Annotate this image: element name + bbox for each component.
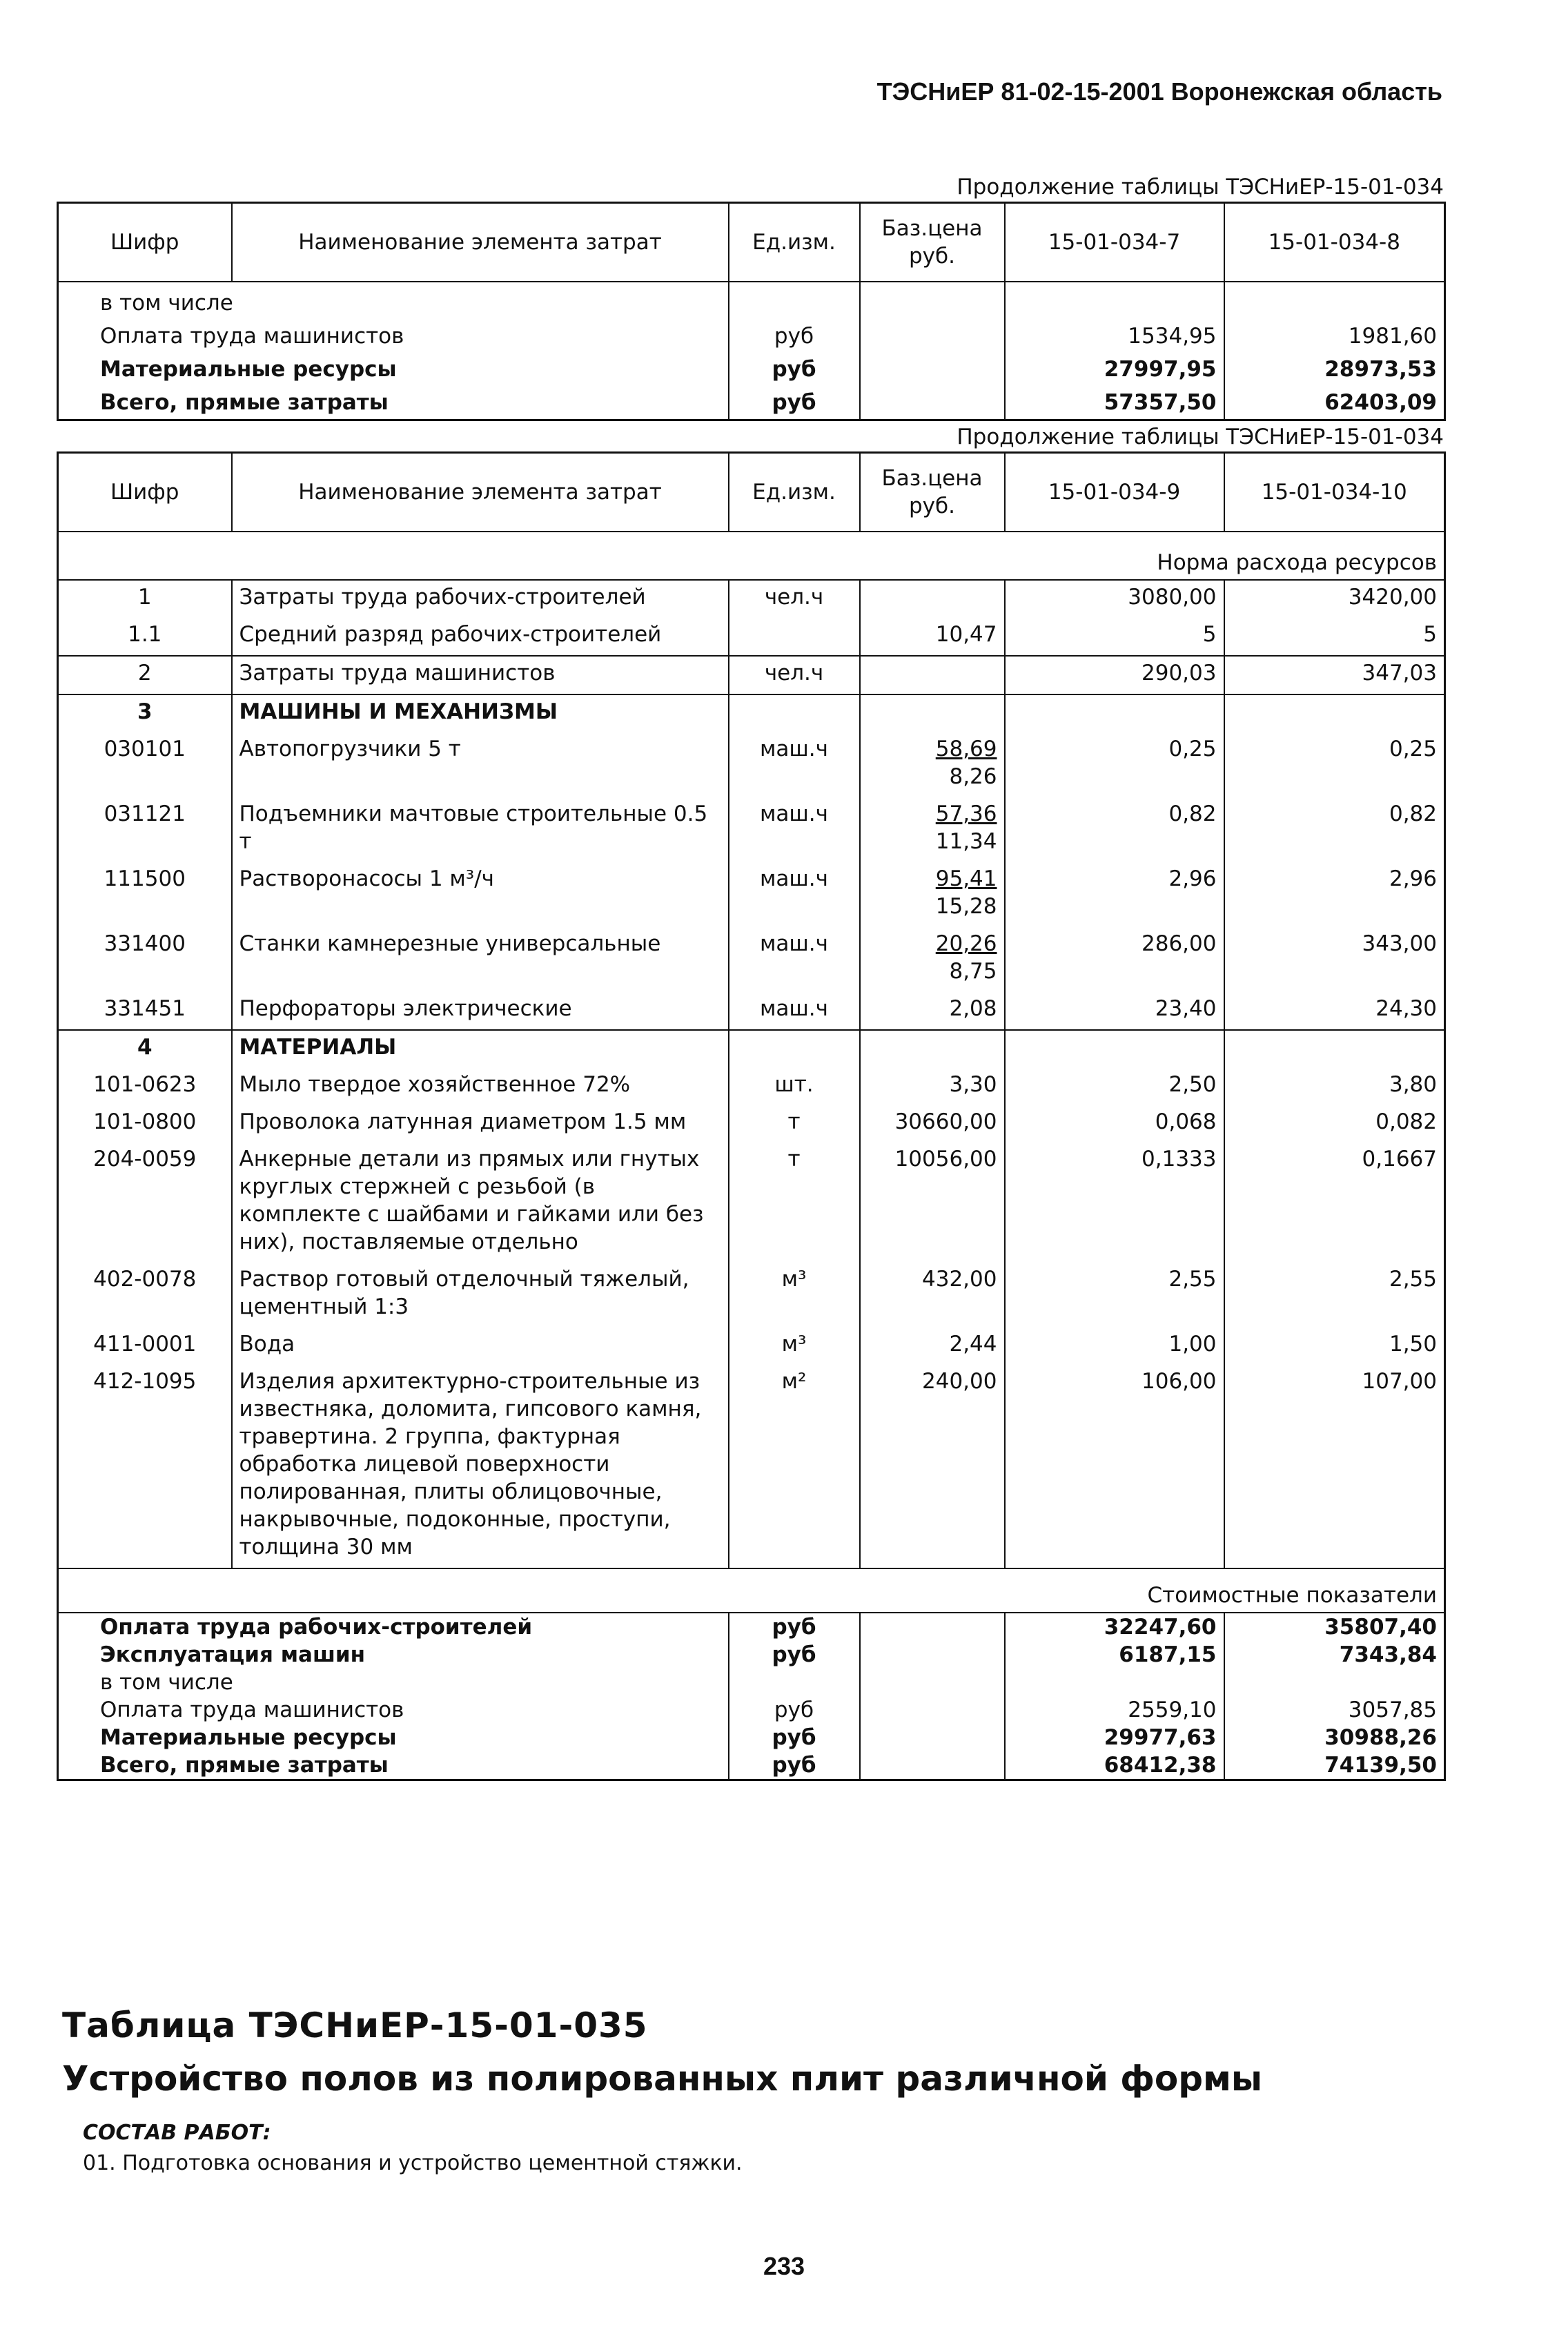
row-base-price bbox=[860, 797, 1005, 862]
row-value-2: 2,55 bbox=[1224, 1263, 1445, 1328]
total-name: Оплата труда рабочих-строителей bbox=[58, 1613, 729, 1641]
row-value-1 bbox=[1005, 282, 1224, 320]
row-value-1: 23,40 bbox=[1005, 992, 1224, 1030]
row-value-1: 290,03 bbox=[1005, 656, 1224, 694]
base-price: 10056,00 bbox=[894, 1147, 997, 1172]
col-base-header: Баз.цена руб. bbox=[860, 203, 1005, 282]
table-body bbox=[58, 532, 1445, 1568]
col-v1-header: 15-01-034-9 bbox=[1005, 453, 1224, 532]
row-value-1: 0,1333 bbox=[1005, 1143, 1224, 1263]
base-price: 2,08 bbox=[949, 996, 997, 1021]
works-label: СОСТАВ РАБОТ: bbox=[83, 2121, 271, 2145]
row-name: Мыло твердое хозяйственное 72% bbox=[232, 1068, 729, 1105]
table-row bbox=[58, 1328, 1445, 1365]
row-unit: м² bbox=[729, 1365, 860, 1568]
total-base bbox=[860, 1696, 1005, 1724]
row-code: 1.1 bbox=[58, 618, 232, 656]
table-header-row bbox=[58, 203, 1445, 282]
row-value-2: 0,082 bbox=[1224, 1105, 1445, 1143]
table-continuation-2 bbox=[57, 422, 1444, 1781]
table-body bbox=[58, 282, 1445, 420]
row-unit bbox=[729, 694, 860, 732]
total-value-1 bbox=[1005, 1669, 1224, 1696]
base-price-machinist: 15,28 bbox=[935, 894, 997, 919]
row-name: Раствор готовый отделочный тяжелый, цементный 1:3 bbox=[232, 1263, 729, 1328]
base-price: 240,00 bbox=[922, 1369, 997, 1394]
table-row bbox=[58, 1365, 1445, 1568]
table-row bbox=[58, 1068, 1445, 1105]
row-code: 331400 bbox=[58, 927, 232, 992]
row-unit: маш.ч bbox=[729, 862, 860, 927]
norm-caption: Норма расхода ресурсов bbox=[58, 532, 1445, 580]
section-subtitle: Устройство полов из полированных плит различной формы bbox=[62, 2059, 1263, 2099]
total-base bbox=[860, 1751, 1005, 1780]
row-value-2: 3420,00 bbox=[1224, 580, 1445, 618]
row-value-2: 1,50 bbox=[1224, 1328, 1445, 1365]
base-price: 95,41 bbox=[935, 866, 997, 891]
table-row bbox=[58, 618, 1445, 656]
row-base-price bbox=[860, 656, 1005, 694]
row-base-price bbox=[860, 1365, 1005, 1568]
row-value-1: 3080,00 bbox=[1005, 580, 1224, 618]
row-unit bbox=[729, 1030, 860, 1068]
total-unit: руб bbox=[729, 1751, 860, 1780]
row-value-1: 27997,95 bbox=[1005, 353, 1224, 386]
row-code: 030101 bbox=[58, 732, 232, 797]
row-unit bbox=[729, 618, 860, 656]
row-value-1 bbox=[1005, 694, 1224, 732]
table-row bbox=[58, 353, 1445, 386]
table-row bbox=[58, 862, 1445, 927]
total-base bbox=[860, 1613, 1005, 1641]
total-name: Всего, прямые затраты bbox=[58, 1751, 729, 1780]
table-row bbox=[58, 1143, 1445, 1263]
row-base-price bbox=[860, 862, 1005, 927]
total-row bbox=[58, 1641, 1445, 1669]
row-code: 111500 bbox=[58, 862, 232, 927]
row-value-2: 343,00 bbox=[1224, 927, 1445, 992]
row-name: в том числе bbox=[58, 282, 729, 320]
total-base bbox=[860, 1641, 1005, 1669]
table-row bbox=[58, 992, 1445, 1030]
base-price: 3,30 bbox=[949, 1072, 997, 1097]
table-row bbox=[58, 1105, 1445, 1143]
total-value-1: 68412,38 bbox=[1005, 1751, 1224, 1780]
row-unit: т bbox=[729, 1105, 860, 1143]
row-code: 101-0623 bbox=[58, 1068, 232, 1105]
col-v2-header: 15-01-034-8 bbox=[1224, 203, 1445, 282]
row-unit: м³ bbox=[729, 1263, 860, 1328]
row-unit: м³ bbox=[729, 1328, 860, 1365]
col-base-header: Баз.цена руб. bbox=[860, 453, 1005, 532]
row-name: Вода bbox=[232, 1328, 729, 1365]
running-header: ТЭСНиЕР 81-02-15-2001 Воронежская область bbox=[876, 77, 1442, 106]
table-row bbox=[58, 1263, 1445, 1328]
page-number: 233 bbox=[763, 2252, 805, 2280]
col-code-header: Шифр bbox=[58, 203, 232, 282]
row-name: Автопогрузчики 5 т bbox=[232, 732, 729, 797]
row-value-2: 0,1667 bbox=[1224, 1143, 1445, 1263]
row-value-2 bbox=[1224, 694, 1445, 732]
total-name: Оплата труда машинистов bbox=[58, 1696, 729, 1724]
col-name-header: Наименование элемента затрат bbox=[232, 203, 729, 282]
row-value-2: 62403,09 bbox=[1224, 386, 1445, 420]
table-row bbox=[58, 580, 1445, 618]
base-price: 20,26 bbox=[935, 931, 997, 956]
row-value-1: 286,00 bbox=[1005, 927, 1224, 992]
row-name: Растворонасосы 1 м³/ч bbox=[232, 862, 729, 927]
row-unit: чел.ч bbox=[729, 580, 860, 618]
row-code: 1 bbox=[58, 580, 232, 618]
base-price: 432,00 bbox=[922, 1267, 997, 1292]
table-row bbox=[58, 320, 1445, 353]
base-price: 58,69 bbox=[935, 737, 997, 761]
total-value-1: 29977,63 bbox=[1005, 1724, 1224, 1751]
row-unit: шт. bbox=[729, 1068, 860, 1105]
row-value-1: 2,55 bbox=[1005, 1263, 1224, 1328]
row-value-2: 3,80 bbox=[1224, 1068, 1445, 1105]
total-unit: руб bbox=[729, 1641, 860, 1669]
col-code-header: Шифр bbox=[58, 453, 232, 532]
table-continuation-1 bbox=[57, 173, 1444, 421]
row-name: Изделия архитектурно-строительные из известняка, доломита, гипсового камня, травертина. 2 группа, фактурная обработка лицевой поверхности полированная, плиты облицовочные, накрывочные, подоконные, проступи, толщина 30 мм bbox=[232, 1365, 729, 1568]
row-name: Анкерные детали из прямых или гнутых круглых стержней с резьбой (в комплекте с шайбами и гайками или без них), поставляемые отдельно bbox=[232, 1143, 729, 1263]
work-item: 01. Подготовка основания и устройство цементной стяжки. bbox=[83, 2151, 743, 2175]
row-code: 3 bbox=[58, 694, 232, 732]
total-row bbox=[58, 1613, 1445, 1641]
table-caption: Продолжение таблицы ТЭСНиЕР-15-01-034 bbox=[957, 425, 1444, 449]
base-price-machinist: 11,34 bbox=[935, 829, 997, 854]
table-caption: Продолжение таблицы ТЭСНиЕР-15-01-034 bbox=[957, 175, 1444, 200]
row-value-2: 1981,60 bbox=[1224, 320, 1445, 353]
base-price-machinist: 8,75 bbox=[949, 959, 997, 984]
row-code: 2 bbox=[58, 656, 232, 694]
table-row bbox=[58, 694, 1445, 732]
total-name: Эксплуатация машин bbox=[58, 1641, 729, 1669]
row-value-2: 0,82 bbox=[1224, 797, 1445, 862]
row-unit: маш.ч bbox=[729, 732, 860, 797]
row-value-1 bbox=[1005, 1030, 1224, 1068]
row-name: Всего, прямые затраты bbox=[58, 386, 729, 420]
row-value-1: 1534,95 bbox=[1005, 320, 1224, 353]
row-base-price bbox=[860, 1068, 1005, 1105]
row-value-2: 24,30 bbox=[1224, 992, 1445, 1030]
table-row bbox=[58, 732, 1445, 797]
table-header-row bbox=[58, 453, 1445, 532]
cost-caption: Стоимостные показатели bbox=[58, 1568, 1445, 1613]
row-value-2: 107,00 bbox=[1224, 1365, 1445, 1568]
row-value-1: 5 bbox=[1005, 618, 1224, 656]
row-name: Затраты труда машинистов bbox=[232, 656, 729, 694]
row-base bbox=[860, 353, 1005, 386]
table-row bbox=[58, 386, 1445, 420]
row-base bbox=[860, 320, 1005, 353]
total-value-1: 6187,15 bbox=[1005, 1641, 1224, 1669]
base-price: 2,44 bbox=[949, 1332, 997, 1357]
row-name: Проволока латунная диаметром 1.5 мм bbox=[232, 1105, 729, 1143]
norm-caption-row bbox=[58, 532, 1445, 580]
row-name: Подъемники мачтовые строительные 0.5 т bbox=[232, 797, 729, 862]
total-row bbox=[58, 1724, 1445, 1751]
row-value-2: 28973,53 bbox=[1224, 353, 1445, 386]
total-base bbox=[860, 1724, 1005, 1751]
row-base-price bbox=[860, 1030, 1005, 1068]
row-name: МАШИНЫ И МЕХАНИЗМЫ bbox=[232, 694, 729, 732]
table-row bbox=[58, 797, 1445, 862]
row-name: Материальные ресурсы bbox=[58, 353, 729, 386]
row-unit: маш.ч bbox=[729, 992, 860, 1030]
col-name-header: Наименование элемента затрат bbox=[232, 453, 729, 532]
total-value-2: 74139,50 bbox=[1224, 1751, 1445, 1780]
row-base-price bbox=[860, 927, 1005, 992]
col-unit-header: Ед.изм. bbox=[729, 453, 860, 532]
total-value-1: 2559,10 bbox=[1005, 1696, 1224, 1724]
row-value-2: 0,25 bbox=[1224, 732, 1445, 797]
table-row bbox=[58, 1030, 1445, 1068]
row-value-2: 347,03 bbox=[1224, 656, 1445, 694]
total-unit: руб bbox=[729, 1724, 860, 1751]
base-price: 10,47 bbox=[935, 622, 997, 647]
row-value-2: 2,96 bbox=[1224, 862, 1445, 927]
row-code: 411-0001 bbox=[58, 1328, 232, 1365]
row-value-1: 2,50 bbox=[1005, 1068, 1224, 1105]
col-unit-header: Ед.изм. bbox=[729, 203, 860, 282]
row-unit: маш.ч bbox=[729, 927, 860, 992]
cost-caption-row bbox=[58, 1568, 1445, 1613]
row-base-price bbox=[860, 694, 1005, 732]
total-value-2 bbox=[1224, 1669, 1445, 1696]
base-price: 57,36 bbox=[935, 801, 997, 826]
row-code: 412-1095 bbox=[58, 1365, 232, 1568]
total-base bbox=[860, 1669, 1005, 1696]
row-code: 4 bbox=[58, 1030, 232, 1068]
row-value-1: 0,25 bbox=[1005, 732, 1224, 797]
totals-body bbox=[58, 1568, 1445, 1780]
row-base-price bbox=[860, 732, 1005, 797]
total-unit bbox=[729, 1669, 860, 1696]
row-unit: руб bbox=[729, 386, 860, 420]
row-value-1: 2,96 bbox=[1005, 862, 1224, 927]
total-name: Материальные ресурсы bbox=[58, 1724, 729, 1751]
row-name: Затраты труда рабочих-строителей bbox=[232, 580, 729, 618]
row-base bbox=[860, 386, 1005, 420]
row-unit: руб bbox=[729, 353, 860, 386]
section-title: Таблица ТЭСНиЕР-15-01-035 bbox=[62, 2005, 648, 2045]
row-name: МАТЕРИАЛЫ bbox=[232, 1030, 729, 1068]
total-value-2: 7343,84 bbox=[1224, 1641, 1445, 1669]
row-code: 204-0059 bbox=[58, 1143, 232, 1263]
row-value-1: 106,00 bbox=[1005, 1365, 1224, 1568]
row-value-1: 1,00 bbox=[1005, 1328, 1224, 1365]
total-value-1: 32247,60 bbox=[1005, 1613, 1224, 1641]
row-name: Оплата труда машинистов bbox=[58, 320, 729, 353]
row-code: 331451 bbox=[58, 992, 232, 1030]
row-value-2 bbox=[1224, 1030, 1445, 1068]
table-row bbox=[58, 656, 1445, 694]
row-value-1: 57357,50 bbox=[1005, 386, 1224, 420]
row-value-1: 0,82 bbox=[1005, 797, 1224, 862]
row-name: Перфораторы электрические bbox=[232, 992, 729, 1030]
row-unit: чел.ч bbox=[729, 656, 860, 694]
row-base-price bbox=[860, 1105, 1005, 1143]
table-row bbox=[58, 282, 1445, 320]
row-name: Средний разряд рабочих-строителей bbox=[232, 618, 729, 656]
row-base-price bbox=[860, 1328, 1005, 1365]
row-value-2: 5 bbox=[1224, 618, 1445, 656]
base-price: 30660,00 bbox=[894, 1109, 997, 1134]
row-unit: руб bbox=[729, 320, 860, 353]
table-row bbox=[58, 927, 1445, 992]
row-base-price bbox=[860, 1143, 1005, 1263]
total-row bbox=[58, 1696, 1445, 1724]
row-base-price bbox=[860, 992, 1005, 1030]
row-base bbox=[860, 282, 1005, 320]
total-value-2: 3057,85 bbox=[1224, 1696, 1445, 1724]
row-code: 402-0078 bbox=[58, 1263, 232, 1328]
col-v1-header: 15-01-034-7 bbox=[1005, 203, 1224, 282]
row-unit bbox=[729, 282, 860, 320]
row-code: 101-0800 bbox=[58, 1105, 232, 1143]
row-value-2 bbox=[1224, 282, 1445, 320]
row-unit: маш.ч bbox=[729, 797, 860, 862]
total-name: в том числе bbox=[58, 1669, 729, 1696]
total-row bbox=[58, 1751, 1445, 1780]
col-v2-header: 15-01-034-10 bbox=[1224, 453, 1445, 532]
base-price-machinist: 8,26 bbox=[949, 764, 997, 789]
row-code: 031121 bbox=[58, 797, 232, 862]
total-value-2: 35807,40 bbox=[1224, 1613, 1445, 1641]
row-unit: т bbox=[729, 1143, 860, 1263]
total-unit: руб bbox=[729, 1696, 860, 1724]
total-row bbox=[58, 1669, 1445, 1696]
row-base-price bbox=[860, 580, 1005, 618]
row-value-1: 0,068 bbox=[1005, 1105, 1224, 1143]
row-base-price bbox=[860, 1263, 1005, 1328]
row-base-price bbox=[860, 618, 1005, 656]
total-value-2: 30988,26 bbox=[1224, 1724, 1445, 1751]
total-unit: руб bbox=[729, 1613, 860, 1641]
row-name: Станки камнерезные универсальные bbox=[232, 927, 729, 992]
